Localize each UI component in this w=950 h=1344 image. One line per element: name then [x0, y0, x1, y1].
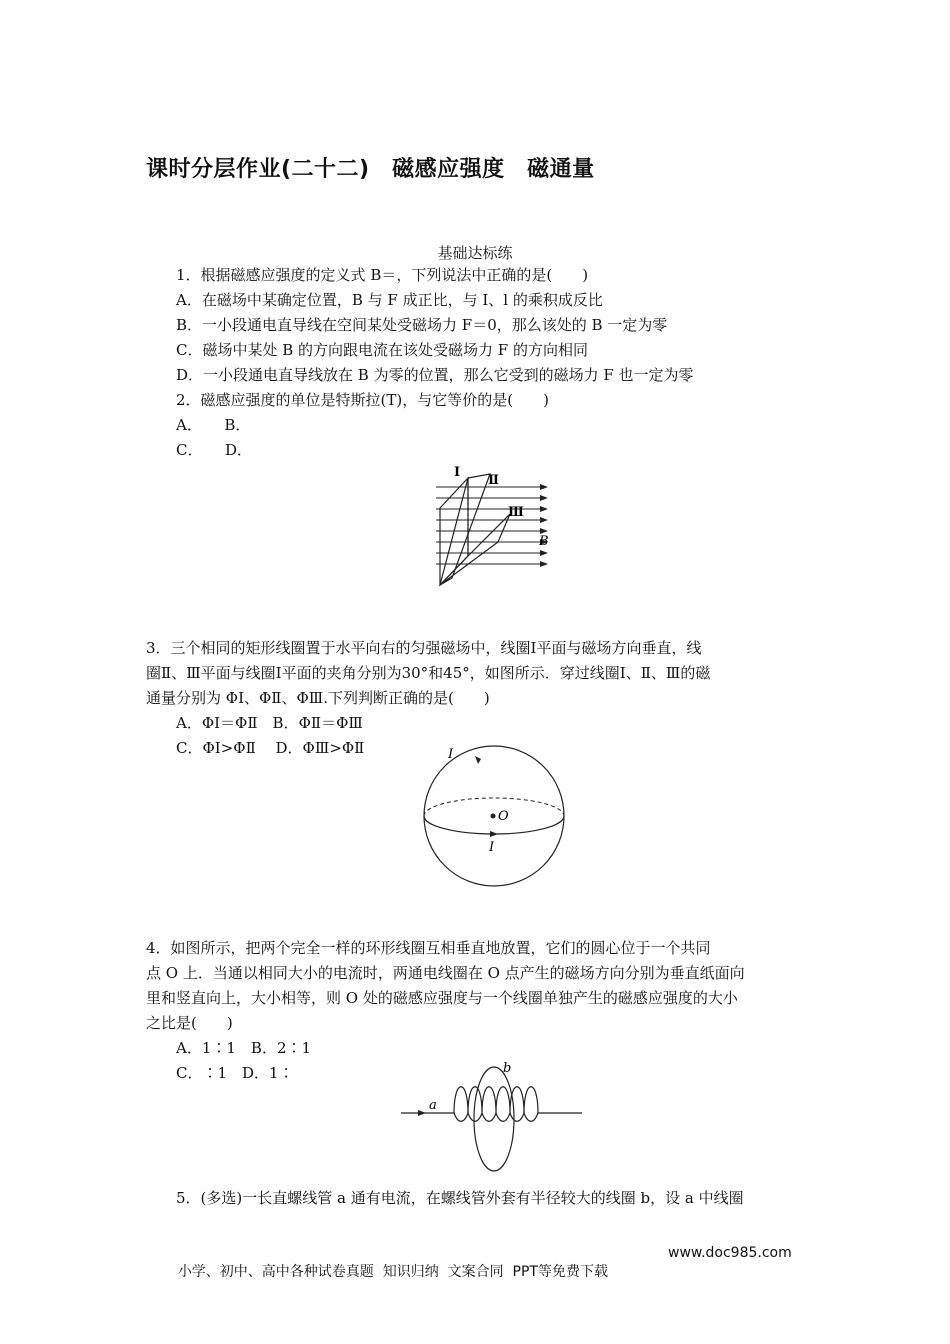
solenoid-a-top [454, 1087, 538, 1113]
center-point [491, 814, 496, 819]
coil-b [474, 1067, 514, 1171]
q3-stem-line3: 通量分别为 ΦⅠ、ΦⅡ、ΦⅢ.下列判断正确的是( ) [146, 689, 490, 707]
q1-option-d: D．一小段通电直导线放在 B 为零的位置，那么它受到的磁场力 F 也一定为零 [176, 366, 694, 384]
solenoid-figure [398, 1058, 588, 1178]
q4-stem-line2: 点 O 上．当通以相同大小的电流时，两通电线圈在 O 点产生的磁场方向分别为垂直纸面向 [146, 964, 745, 982]
coils-field-figure [428, 460, 558, 590]
horizontal-coil-front [424, 816, 564, 834]
q1-option-c: C．磁场中某处 B 的方向跟电流在该处受磁场力 F 的方向相同 [176, 341, 588, 359]
label-coil-III: Ⅲ [508, 505, 524, 520]
footer-text: 小学、初中、高中各种试卷真题 知识归纳 文案合同 PPT等免费下载 [177, 1264, 608, 1280]
q2-stem: 2．磁感应强度的单位是特斯拉(T)，与它等价的是( ) [176, 391, 549, 409]
q3-stem-line1: 3．三个相同的矩形线圈置于水平向右的匀强磁场中，线圈Ⅰ平面与磁场方向垂直，线 [146, 639, 702, 657]
coil-II [440, 474, 490, 585]
q3-options-cd: C．ΦⅠ>ΦⅡ D．ΦⅢ>ΦⅡ [176, 739, 365, 757]
current-arrow-top [475, 756, 481, 764]
q1-option-b: B．一小段通电直导线在空间某处受磁场力 F＝0，那么该处的 B 一定为零 [176, 316, 668, 334]
label-center-O: O [498, 809, 509, 824]
footer-site-link[interactable]: www.doc985.com [668, 1245, 792, 1261]
q3-stem-line2: 圈Ⅱ、Ⅲ平面与线圈Ⅰ平面的夹角分别为30°和45°，如图所示．穿过线圈Ⅰ、Ⅱ、Ⅲ的磁 [146, 664, 711, 682]
current-arrow [418, 1110, 426, 1116]
q3-options-ab: A．ΦⅠ＝ΦⅡ B．ΦⅡ＝ΦⅢ [176, 714, 363, 732]
label-b: b [503, 1061, 512, 1076]
q4-stem-line4: 之比是( ) [146, 1014, 233, 1032]
label-current-top: I [448, 747, 454, 762]
page-title: 课时分层作业(二十二) 磁感应强度 磁通量 [146, 157, 595, 182]
q4-stem-line1: 4．如图所示，把两个完全一样的环形线圈互相垂直地放置，它们的圆心位于一个共同 [146, 939, 711, 957]
solenoid-a-bottom [454, 1113, 538, 1121]
q2-options-ab: A． B． [176, 416, 251, 434]
q4-options-ab: A．1∶1 B．2∶1 [176, 1039, 312, 1057]
current-arrow-front [490, 831, 498, 837]
footer [160, 1245, 792, 1313]
label-current-front: I [489, 840, 495, 855]
coil-III [440, 514, 510, 585]
label-field-B: B [539, 534, 549, 549]
q2-options-cd: C． D． [176, 441, 253, 459]
label-a: a [429, 1098, 437, 1113]
q5-stem-line1: 5．(多选)一长直螺线管 a 通有电流，在螺线管外套有半径较大的线圈 b，设 a 中线圈 [176, 1189, 744, 1207]
q4-options-cd: C．∶1 D．1∶ [176, 1064, 294, 1082]
perpendicular-coils-figure [418, 742, 570, 892]
label-coil-II: Ⅱ [488, 473, 499, 488]
q1-stem: 1．根据磁感应强度的定义式 B＝，下列说法中正确的是( ) [176, 266, 589, 284]
label-coil-I: Ⅰ [454, 465, 461, 480]
q4-stem-line3: 里和竖直向上，大小相等，则 O 处的磁感应强度与一个线圈单独产生的磁感应强度的大小 [146, 989, 738, 1007]
section-heading: 基础达标练 [437, 244, 513, 262]
horizontal-coil-back [424, 798, 564, 816]
q1-option-a: A．在磁场中某确定位置，B 与 F 成正比，与 I、l 的乘积成反比 [176, 291, 603, 309]
